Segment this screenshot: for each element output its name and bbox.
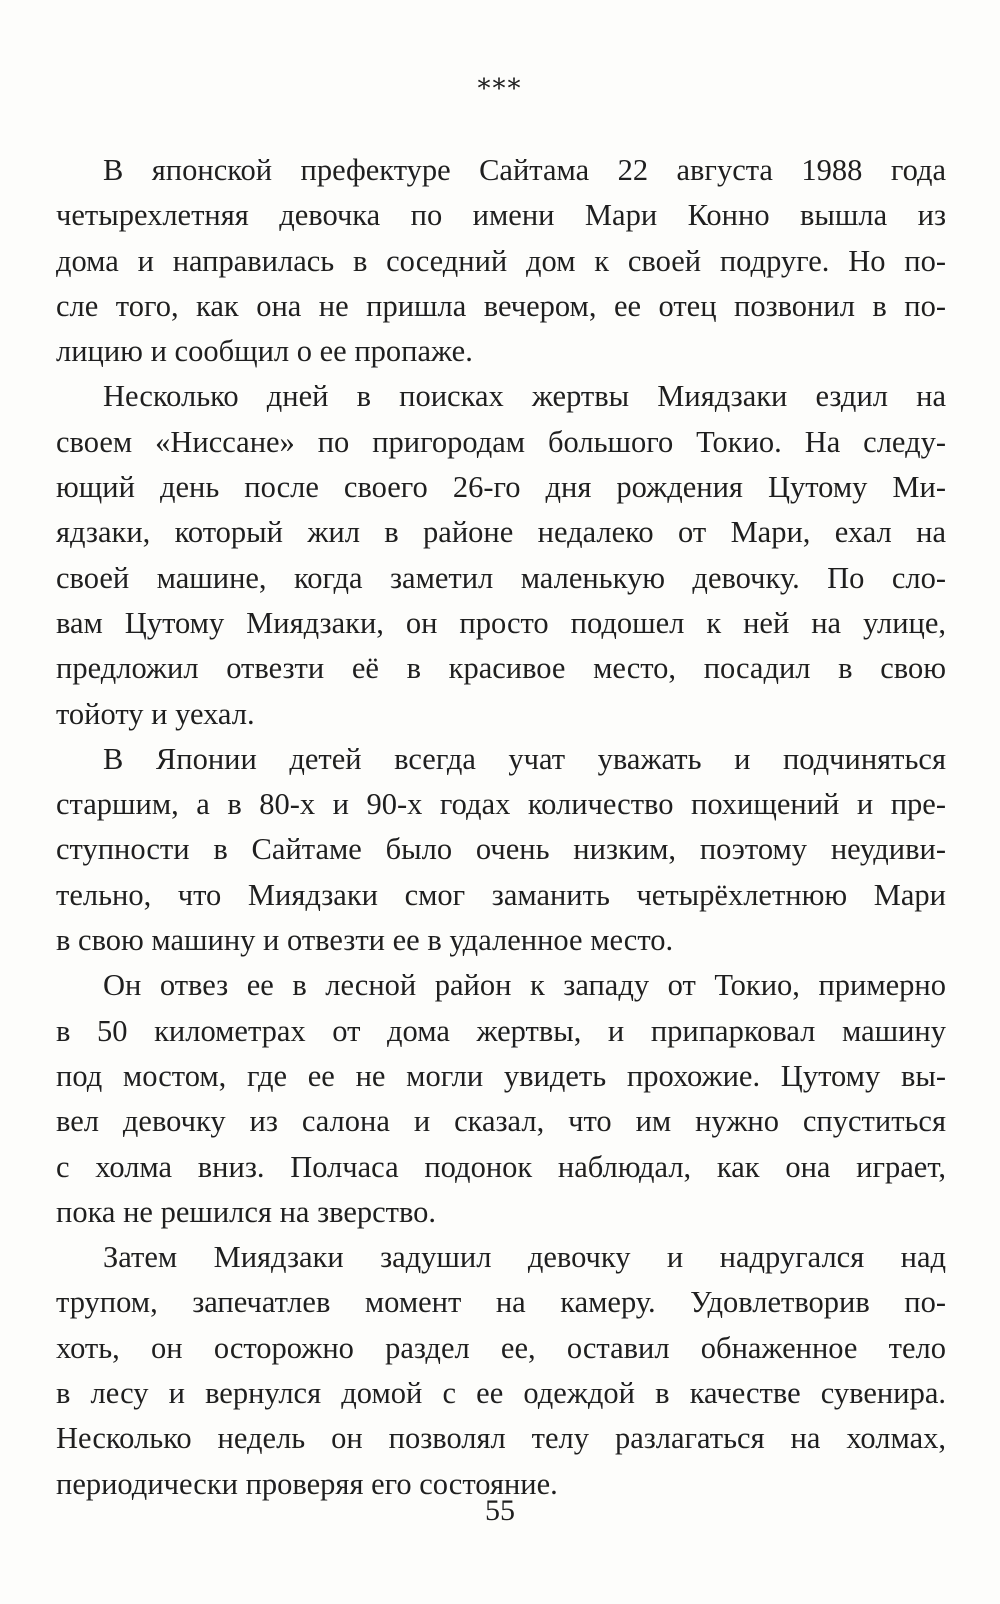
body-text — [56, 148, 946, 1507]
text-line: своей машине, когда заметил маленькую девочку. По сло- — [56, 560, 946, 595]
text-line: в 50 километрах от дома жертвы, и припарковал машину — [56, 1013, 946, 1048]
text-line: в лесу и вернулся домой с ее одеждой в качестве сувенира. — [56, 1376, 946, 1411]
text-line: старшим, а в 80-х и 90-х годах количество похищений и пре- — [56, 787, 946, 822]
text-line: Несколько недель он позволял телу разлагаться на холмах, — [56, 1421, 946, 1456]
paragraph-5 — [56, 1235, 946, 1507]
text-line: вам Цутому Миядзаки, он просто подошел к ней на улице, — [56, 605, 946, 640]
text-line: дома и направилась в соседний дом к своей подруге. Но по- — [56, 243, 946, 278]
paragraph-1 — [56, 148, 946, 374]
text-line: вел девочку из салона и сказал, что им нужно спуститься — [56, 1104, 946, 1139]
text-line: Несколько дней в поисках жертвы Миядзаки ездил на — [103, 379, 946, 414]
text-line: своем «Ниссане» по пригородам большого Токио. На следу- — [56, 424, 946, 459]
text-line: трупом, запечатлев момент на камеру. Удовлетворив по- — [56, 1285, 946, 1320]
text-line: ступности в Сайтаме было очень низким, поэтому неудиви- — [56, 832, 946, 867]
paragraph-2 — [56, 374, 946, 736]
text-line: периодически проверяя его состояние. — [56, 1466, 558, 1501]
text-line: в свою машину и отвезти ее в удаленное место. — [56, 923, 674, 958]
text-line: тельно, что Миядзаки смог заманить четырёхлетнюю Мари — [56, 877, 946, 912]
text-line: В японской префектуре Сайтама 22 августа 1988 года — [103, 153, 946, 187]
text-line: В Японии детей всегда учат уважать и подчиняться — [103, 741, 946, 776]
text-line: хоть, он осторожно раздел ее, оставил обнаженное тело — [56, 1330, 946, 1365]
text-line: пока не решился на зверство. — [56, 1194, 437, 1229]
text-line: четырехлетняя девочка по имени Мари Конно вышла из — [56, 198, 946, 233]
text-line: предложил отвезти её в красивое место, посадил в свою — [56, 651, 946, 686]
section-separator: *** — [477, 74, 523, 104]
text-line: лицию и сообщил о ее пропаже. — [56, 334, 473, 369]
paragraph-3 — [56, 737, 946, 963]
text-line: ядзаки, который жил в районе недалеко от Мари, ехал на — [56, 515, 946, 550]
page-number: 55 — [485, 1494, 515, 1527]
paragraph-4 — [56, 963, 946, 1235]
text-line: с холма вниз. Полчаса подонок наблюдал, как она играет, — [56, 1149, 946, 1184]
text-line: тойоту и уехал. — [56, 696, 255, 731]
text-line: Затем Миядзаки задушил девочку и надругался над — [103, 1240, 946, 1275]
text-line: ющий день после своего 26-го дня рождения Цутому Ми- — [56, 470, 946, 505]
text-line: Он отвез ее в лесной район к западу от Токио, примерно — [103, 968, 946, 1003]
text-line: под мостом, где ее не могли увидеть прохожие. Цутому вы- — [56, 1058, 946, 1093]
text-line: сле того, как она не пришла вечером, ее отец позвонил в по- — [56, 288, 946, 323]
